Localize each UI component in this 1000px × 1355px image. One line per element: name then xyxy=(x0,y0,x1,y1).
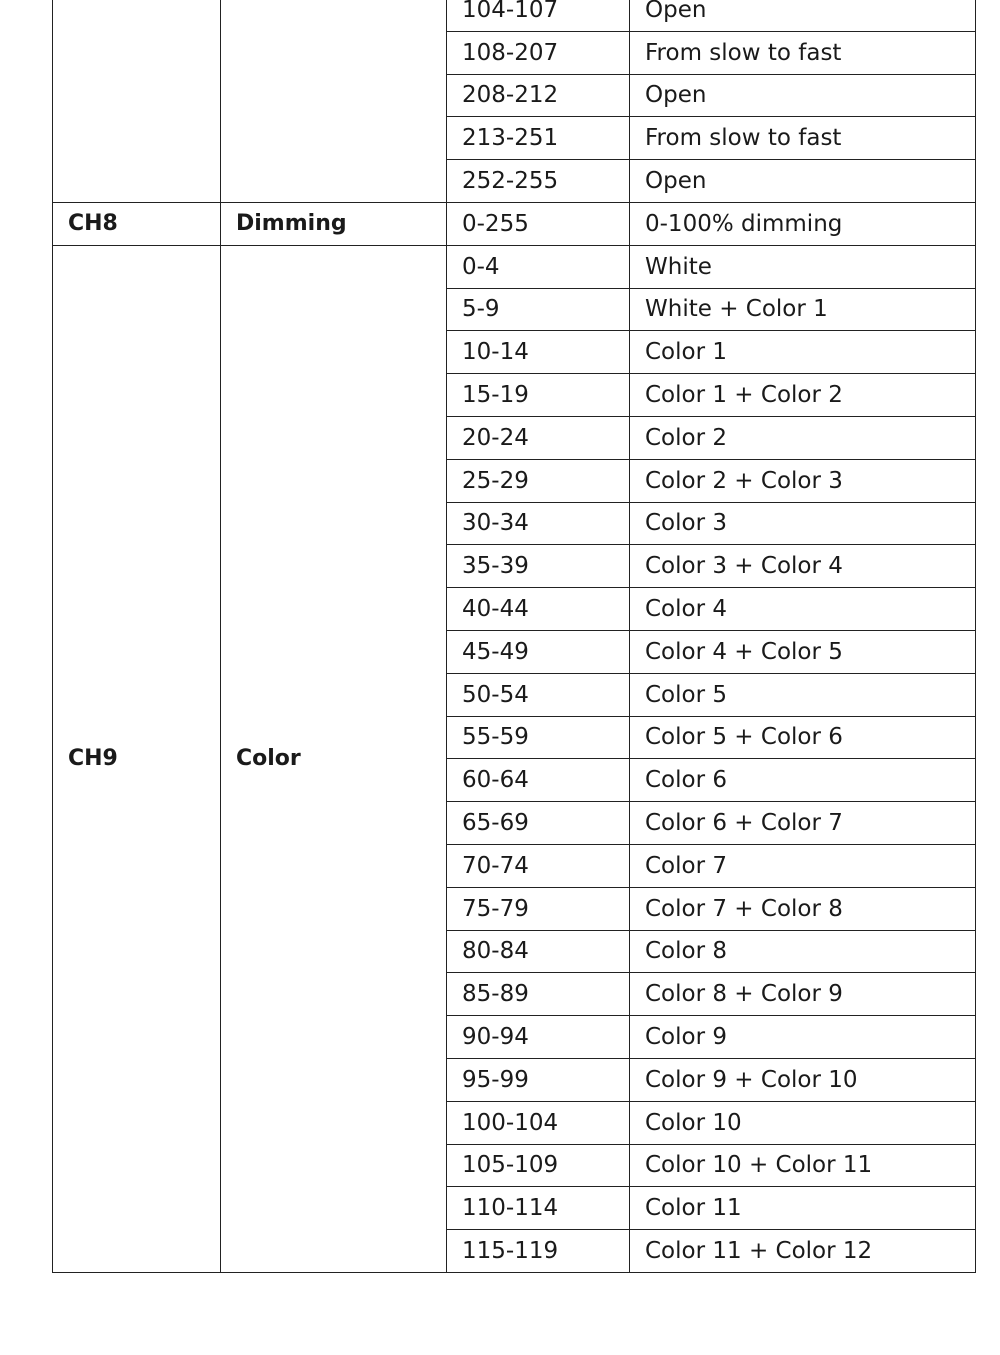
value-range-cell: 105-109 xyxy=(447,1144,630,1187)
value-range-cell: 252-255 xyxy=(447,160,630,203)
table-row xyxy=(53,202,976,245)
description-cell: Color 1 xyxy=(630,331,976,374)
description-cell: Color 7 xyxy=(630,844,976,887)
function-cell: Color xyxy=(221,245,447,1272)
value-range-cell: 75-79 xyxy=(447,887,630,930)
value-range-cell: 5-9 xyxy=(447,288,630,331)
description-cell: Color 2 xyxy=(630,416,976,459)
function-cell: Dimming xyxy=(221,202,447,245)
value-range-cell: 80-84 xyxy=(447,930,630,973)
value-range-cell: 50-54 xyxy=(447,673,630,716)
table-row xyxy=(53,245,976,288)
value-range-cell: 0-255 xyxy=(447,202,630,245)
description-cell: From slow to fast xyxy=(630,31,976,74)
description-cell: Open xyxy=(630,0,976,31)
description-cell: Color 4 xyxy=(630,588,976,631)
value-range-cell: 95-99 xyxy=(447,1058,630,1101)
dmx-channel-table xyxy=(52,0,976,1273)
description-cell: Color 7 + Color 8 xyxy=(630,887,976,930)
description-cell: Color 3 xyxy=(630,502,976,545)
description-cell: Color 5 + Color 6 xyxy=(630,716,976,759)
value-range-cell: 35-39 xyxy=(447,545,630,588)
value-range-cell: 104-107 xyxy=(447,0,630,31)
description-cell: Color 6 + Color 7 xyxy=(630,802,976,845)
channel-cell xyxy=(53,0,221,202)
channel-cell: CH8 xyxy=(53,202,221,245)
value-range-cell: 115-119 xyxy=(447,1230,630,1273)
description-cell: From slow to fast xyxy=(630,117,976,160)
description-cell: Color 10 + Color 11 xyxy=(630,1144,976,1187)
description-cell: Open xyxy=(630,74,976,117)
value-range-cell: 10-14 xyxy=(447,331,630,374)
description-cell: White xyxy=(630,245,976,288)
value-range-cell: 55-59 xyxy=(447,716,630,759)
value-range-cell: 213-251 xyxy=(447,117,630,160)
value-range-cell: 100-104 xyxy=(447,1101,630,1144)
description-cell: Color 8 + Color 9 xyxy=(630,973,976,1016)
description-cell: Color 11 xyxy=(630,1187,976,1230)
value-range-cell: 108-207 xyxy=(447,31,630,74)
value-range-cell: 20-24 xyxy=(447,416,630,459)
table-row xyxy=(53,0,976,31)
description-cell: Color 11 + Color 12 xyxy=(630,1230,976,1273)
value-range-cell: 45-49 xyxy=(447,630,630,673)
table-body xyxy=(53,0,976,1272)
description-cell: Color 2 + Color 3 xyxy=(630,459,976,502)
description-cell: Color 10 xyxy=(630,1101,976,1144)
channel-cell: CH9 xyxy=(53,245,221,1272)
value-range-cell: 0-4 xyxy=(447,245,630,288)
description-cell: Open xyxy=(630,160,976,203)
description-cell: White + Color 1 xyxy=(630,288,976,331)
value-range-cell: 60-64 xyxy=(447,759,630,802)
value-range-cell: 110-114 xyxy=(447,1187,630,1230)
value-range-cell: 208-212 xyxy=(447,74,630,117)
value-range-cell: 30-34 xyxy=(447,502,630,545)
function-cell xyxy=(221,0,447,202)
description-cell: Color 9 + Color 10 xyxy=(630,1058,976,1101)
description-cell: 0-100% dimming xyxy=(630,202,976,245)
description-cell: Color 3 + Color 4 xyxy=(630,545,976,588)
description-cell: Color 9 xyxy=(630,1016,976,1059)
description-cell: Color 8 xyxy=(630,930,976,973)
value-range-cell: 70-74 xyxy=(447,844,630,887)
value-range-cell: 25-29 xyxy=(447,459,630,502)
value-range-cell: 85-89 xyxy=(447,973,630,1016)
value-range-cell: 65-69 xyxy=(447,802,630,845)
description-cell: Color 5 xyxy=(630,673,976,716)
value-range-cell: 15-19 xyxy=(447,374,630,417)
description-cell: Color 6 xyxy=(630,759,976,802)
description-cell: Color 4 + Color 5 xyxy=(630,630,976,673)
value-range-cell: 90-94 xyxy=(447,1016,630,1059)
value-range-cell: 40-44 xyxy=(447,588,630,631)
description-cell: Color 1 + Color 2 xyxy=(630,374,976,417)
